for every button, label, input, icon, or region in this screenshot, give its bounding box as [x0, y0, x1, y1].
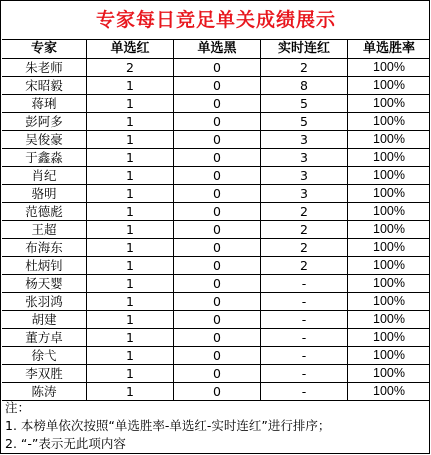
live-streak: 2 [261, 239, 348, 257]
table-row [2, 383, 430, 401]
win-rate: 100% [348, 221, 431, 239]
column-header-live-streak: 实时连红 [261, 39, 348, 59]
live-streak: - [261, 311, 348, 329]
expert-name: 朱老师 [2, 59, 87, 77]
table-row [2, 149, 430, 167]
expert-name: 董方卓 [2, 329, 87, 347]
single-red-count: 1 [87, 383, 174, 401]
table-row [2, 311, 430, 329]
live-streak: 3 [261, 167, 348, 185]
single-red-count: 1 [87, 149, 174, 167]
win-rate: 100% [348, 275, 431, 293]
live-streak: - [261, 347, 348, 365]
single-red-count: 1 [87, 221, 174, 239]
table-header-row [2, 39, 430, 59]
single-black-count: 0 [174, 293, 261, 311]
expert-name: 肖纪 [2, 167, 87, 185]
single-black-count: 0 [174, 77, 261, 95]
expert-name: 于鑫淼 [2, 149, 87, 167]
table-row [2, 59, 430, 77]
single-black-count: 0 [174, 329, 261, 347]
win-rate: 100% [348, 311, 431, 329]
live-streak: - [261, 365, 348, 383]
live-streak: 3 [261, 149, 348, 167]
expert-name: 宋昭毅 [2, 77, 87, 95]
note-item-2: 2. “-”表示无此项内容 [5, 436, 126, 451]
single-red-count: 1 [87, 347, 174, 365]
win-rate: 100% [348, 167, 431, 185]
win-rate: 100% [348, 239, 431, 257]
live-streak: 5 [261, 95, 348, 113]
single-black-count: 0 [174, 113, 261, 131]
single-red-count: 1 [87, 239, 174, 257]
expert-name: 张羽鸿 [2, 293, 87, 311]
table-row [2, 347, 430, 365]
win-rate: 100% [348, 77, 431, 95]
live-streak: 3 [261, 185, 348, 203]
single-red-count: 1 [87, 365, 174, 383]
column-header-single-black: 单选黑 [174, 39, 261, 59]
single-black-count: 0 [174, 131, 261, 149]
single-black-count: 0 [174, 95, 261, 113]
table-row [2, 167, 430, 185]
live-streak: - [261, 383, 348, 401]
win-rate: 100% [348, 293, 431, 311]
live-streak: 2 [261, 221, 348, 239]
single-red-count: 1 [87, 185, 174, 203]
column-header-win-rate: 单选胜率 [348, 39, 431, 59]
table-row [2, 293, 430, 311]
single-black-count: 0 [174, 203, 261, 221]
single-black-count: 0 [174, 149, 261, 167]
single-red-count: 1 [87, 167, 174, 185]
expert-name: 王超 [2, 221, 87, 239]
single-black-count: 0 [174, 167, 261, 185]
single-red-count: 1 [87, 311, 174, 329]
single-red-count: 1 [87, 257, 174, 275]
expert-name: 徐弋 [2, 347, 87, 365]
win-rate: 100% [348, 329, 431, 347]
win-rate: 100% [348, 113, 431, 131]
expert-name: 彭阿多 [2, 113, 87, 131]
single-red-count: 1 [87, 131, 174, 149]
column-header-single-red: 单选红 [87, 39, 174, 59]
table-row [2, 275, 430, 293]
single-black-count: 0 [174, 185, 261, 203]
single-red-count: 2 [87, 59, 174, 77]
table-row [2, 203, 430, 221]
table-row [2, 239, 430, 257]
single-black-count: 0 [174, 59, 261, 77]
win-rate: 100% [348, 257, 431, 275]
single-red-count: 1 [87, 77, 174, 95]
live-streak: 2 [261, 59, 348, 77]
live-streak: - [261, 275, 348, 293]
single-black-count: 0 [174, 311, 261, 329]
single-black-count: 0 [174, 383, 261, 401]
win-rate: 100% [348, 59, 431, 77]
table-row [2, 113, 430, 131]
win-rate: 100% [348, 131, 431, 149]
win-rate: 100% [348, 95, 431, 113]
expert-name: 范德彪 [2, 203, 87, 221]
single-red-count: 1 [87, 95, 174, 113]
expert-name: 骆明 [2, 185, 87, 203]
note-item-1: 1. 本榜单依次按照“单选胜率-单选红-实时连红”进行排序； [5, 418, 331, 433]
expert-name: 李双胜 [2, 365, 87, 383]
single-black-count: 0 [174, 257, 261, 275]
expert-name: 杜炳钊 [2, 257, 87, 275]
live-streak: 5 [261, 113, 348, 131]
single-red-count: 1 [87, 203, 174, 221]
win-rate: 100% [348, 203, 431, 221]
table-row [2, 221, 430, 239]
expert-name: 杨天婴 [2, 275, 87, 293]
live-streak: 3 [261, 131, 348, 149]
single-black-count: 0 [174, 239, 261, 257]
live-streak: 8 [261, 77, 348, 95]
table-row [2, 131, 430, 149]
expert-name: 陈涛 [2, 383, 87, 401]
win-rate: 100% [348, 185, 431, 203]
win-rate: 100% [348, 149, 431, 167]
expert-name: 蒋琍 [2, 95, 87, 113]
table-row [2, 329, 430, 347]
table-row [2, 257, 430, 275]
win-rate: 100% [348, 383, 431, 401]
single-black-count: 0 [174, 365, 261, 383]
win-rate: 100% [348, 347, 431, 365]
table-row [2, 365, 430, 383]
page-title: 专家每日竞足单关成绩展示 [2, 2, 430, 40]
notes-section [5, 399, 427, 453]
win-rate: 100% [348, 365, 431, 383]
single-red-count: 1 [87, 275, 174, 293]
single-black-count: 0 [174, 221, 261, 239]
column-header-expert: 专家 [2, 39, 87, 59]
expert-name: 胡建 [2, 311, 87, 329]
results-table [2, 39, 430, 401]
single-black-count: 0 [174, 347, 261, 365]
table-row [2, 95, 430, 113]
single-red-count: 1 [87, 329, 174, 347]
live-streak: 2 [261, 203, 348, 221]
expert-name: 吴俊豪 [2, 131, 87, 149]
table-row [2, 77, 430, 95]
live-streak: - [261, 329, 348, 347]
live-streak: 2 [261, 257, 348, 275]
single-black-count: 0 [174, 275, 261, 293]
table-row [2, 185, 430, 203]
notes-heading: 注： [5, 400, 31, 415]
single-red-count: 1 [87, 113, 174, 131]
single-red-count: 1 [87, 293, 174, 311]
expert-name: 布海东 [2, 239, 87, 257]
live-streak: - [261, 293, 348, 311]
